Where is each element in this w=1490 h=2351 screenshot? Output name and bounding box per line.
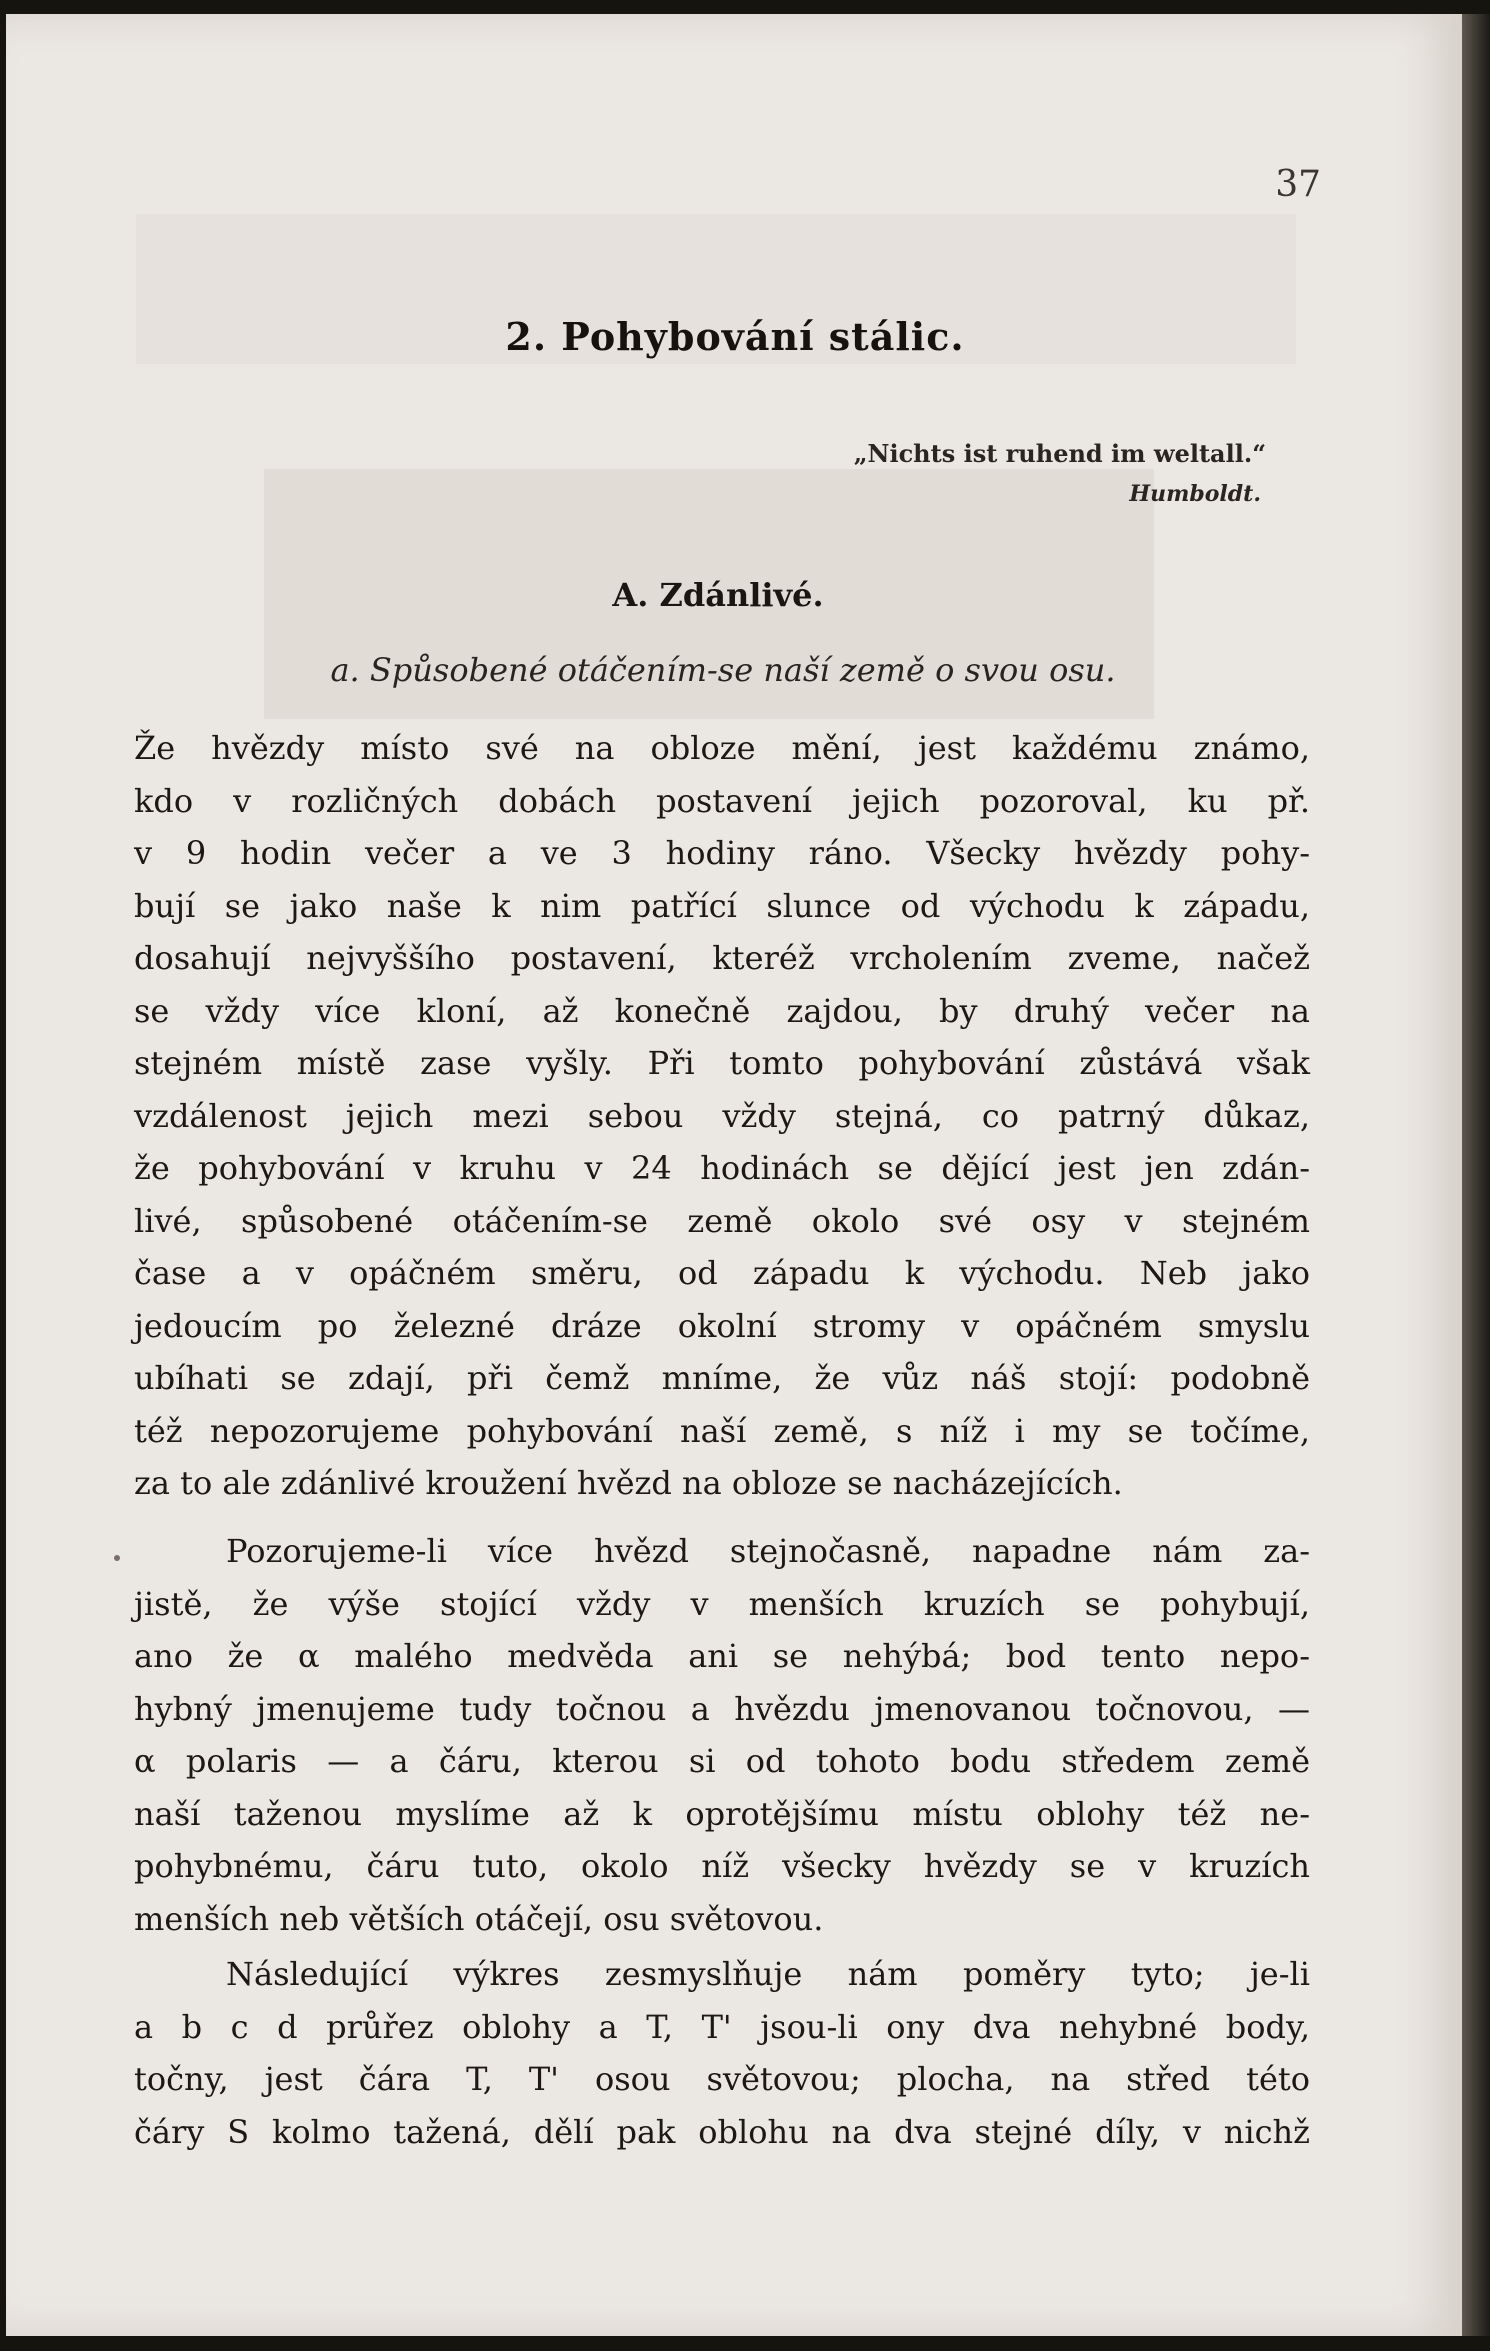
text-line: jedoucím po železné dráze okolní stromy v opáčném smyslu	[134, 1306, 1310, 1345]
text-line: točny, jest čára T, T' osou světovou; plocha, na střed této	[134, 2060, 1310, 2098]
text-line: ubíhati se zdají, při čemž mníme, že vůz náš stojí: podobně	[134, 1359, 1310, 1397]
text-line: bují se jako naše k nim patřící slunce od východu k západu,	[134, 886, 1310, 925]
paragraph-1	[134, 722, 1310, 1510]
paragraph-2	[134, 1525, 1310, 1945]
text-line: naší taženou myslíme až k oprotějšímu místu oblohy též ne-	[134, 1794, 1310, 1833]
paragraph-3	[134, 1948, 1310, 2158]
top-dark-strip	[0, 0, 1490, 14]
text-line: menších neb větších otáčejí, osu světovou.	[134, 1899, 824, 1938]
text-line: též nepozorujeme pohybování naší země, s níž i my se točíme,	[134, 1411, 1310, 1450]
text-line: dosahují nejvyššího postavení, kteréž vrcholením zveme, načež	[134, 939, 1310, 977]
text-line: kdo v rozličných dobách postavení jejich pozoroval, ku př.	[134, 781, 1310, 820]
text-line: ano že α malého medvěda ani se nehýbá; bod tento nepo-	[134, 1637, 1310, 1675]
text-line: za to ale zdánlivé kroužení hvězd na obloze se nacházejících.	[134, 1464, 1123, 1502]
text-line: Že hvězdy místo své na obloze mění, jest každému známo,	[134, 729, 1310, 767]
page-edge-shadow	[1462, 14, 1490, 2336]
book-page	[6, 14, 1464, 2336]
page-number: 37	[1275, 164, 1321, 205]
text-line: a b c d průřez oblohy a T, T' jsou-li ony dva nehybné body,	[134, 2007, 1310, 2046]
text-line: stejném místě zase vyšly. Při tomto pohybování zůstává však	[134, 1044, 1310, 1082]
text-line: livé, spůsobené otáčením-se země okolo své osy v stejném	[134, 1201, 1310, 1240]
text-line: se vždy více kloní, až konečně zajdou, by druhý večer na	[134, 991, 1310, 1030]
text-line: čase a v opáčném směru, od západu k východu. Neb jako	[134, 1254, 1310, 1292]
section-heading: A. Zdánlivé.	[612, 576, 824, 614]
text-line: v 9 hodin večer a ve 3 hodiny ráno. Všecky hvězdy pohy-	[134, 834, 1310, 872]
text-line: Následující výkres zesmyslňuje nám poměry tyto; je-li	[226, 1955, 1310, 1993]
text-line: hybný jmenujeme tudy točnou a hvězdu jmenovanou točnovou, —	[134, 1689, 1310, 1728]
motto-quote: „Nichts ist ruhend im weltall.“	[853, 439, 1266, 468]
text-line: jistě, že výše stojící vždy v menších kruzích se pohybují,	[134, 1584, 1310, 1623]
ink-speck	[114, 1555, 120, 1561]
text-line: čáry S kolmo tažená, dělí pak oblohu na dva stejné díly, v nichž	[134, 2112, 1310, 2151]
text-line: vzdálenost jejich mezi sebou vždy stejná, co patrný důkaz,	[134, 1096, 1310, 1135]
motto-author: Humboldt.	[1129, 481, 1261, 507]
text-line: pohybnému, čáru tuto, okolo níž všecky hvězdy se v kruzích	[134, 1847, 1310, 1885]
text-line: α polaris — a čáru, kterou si od tohoto bodu středem země	[134, 1742, 1310, 1780]
text-line: Pozorujeme-li více hvězd stejnočasně, napadne nám za-	[226, 1532, 1310, 1570]
subsection-heading: a. Spůsobené otáčením-se naší země o svou osu.	[330, 651, 1116, 689]
text-line: že pohybování v kruhu v 24 hodinách se dějící jest jen zdán-	[134, 1149, 1310, 1187]
chapter-heading: 2. Pohybování stálic.	[505, 314, 965, 359]
